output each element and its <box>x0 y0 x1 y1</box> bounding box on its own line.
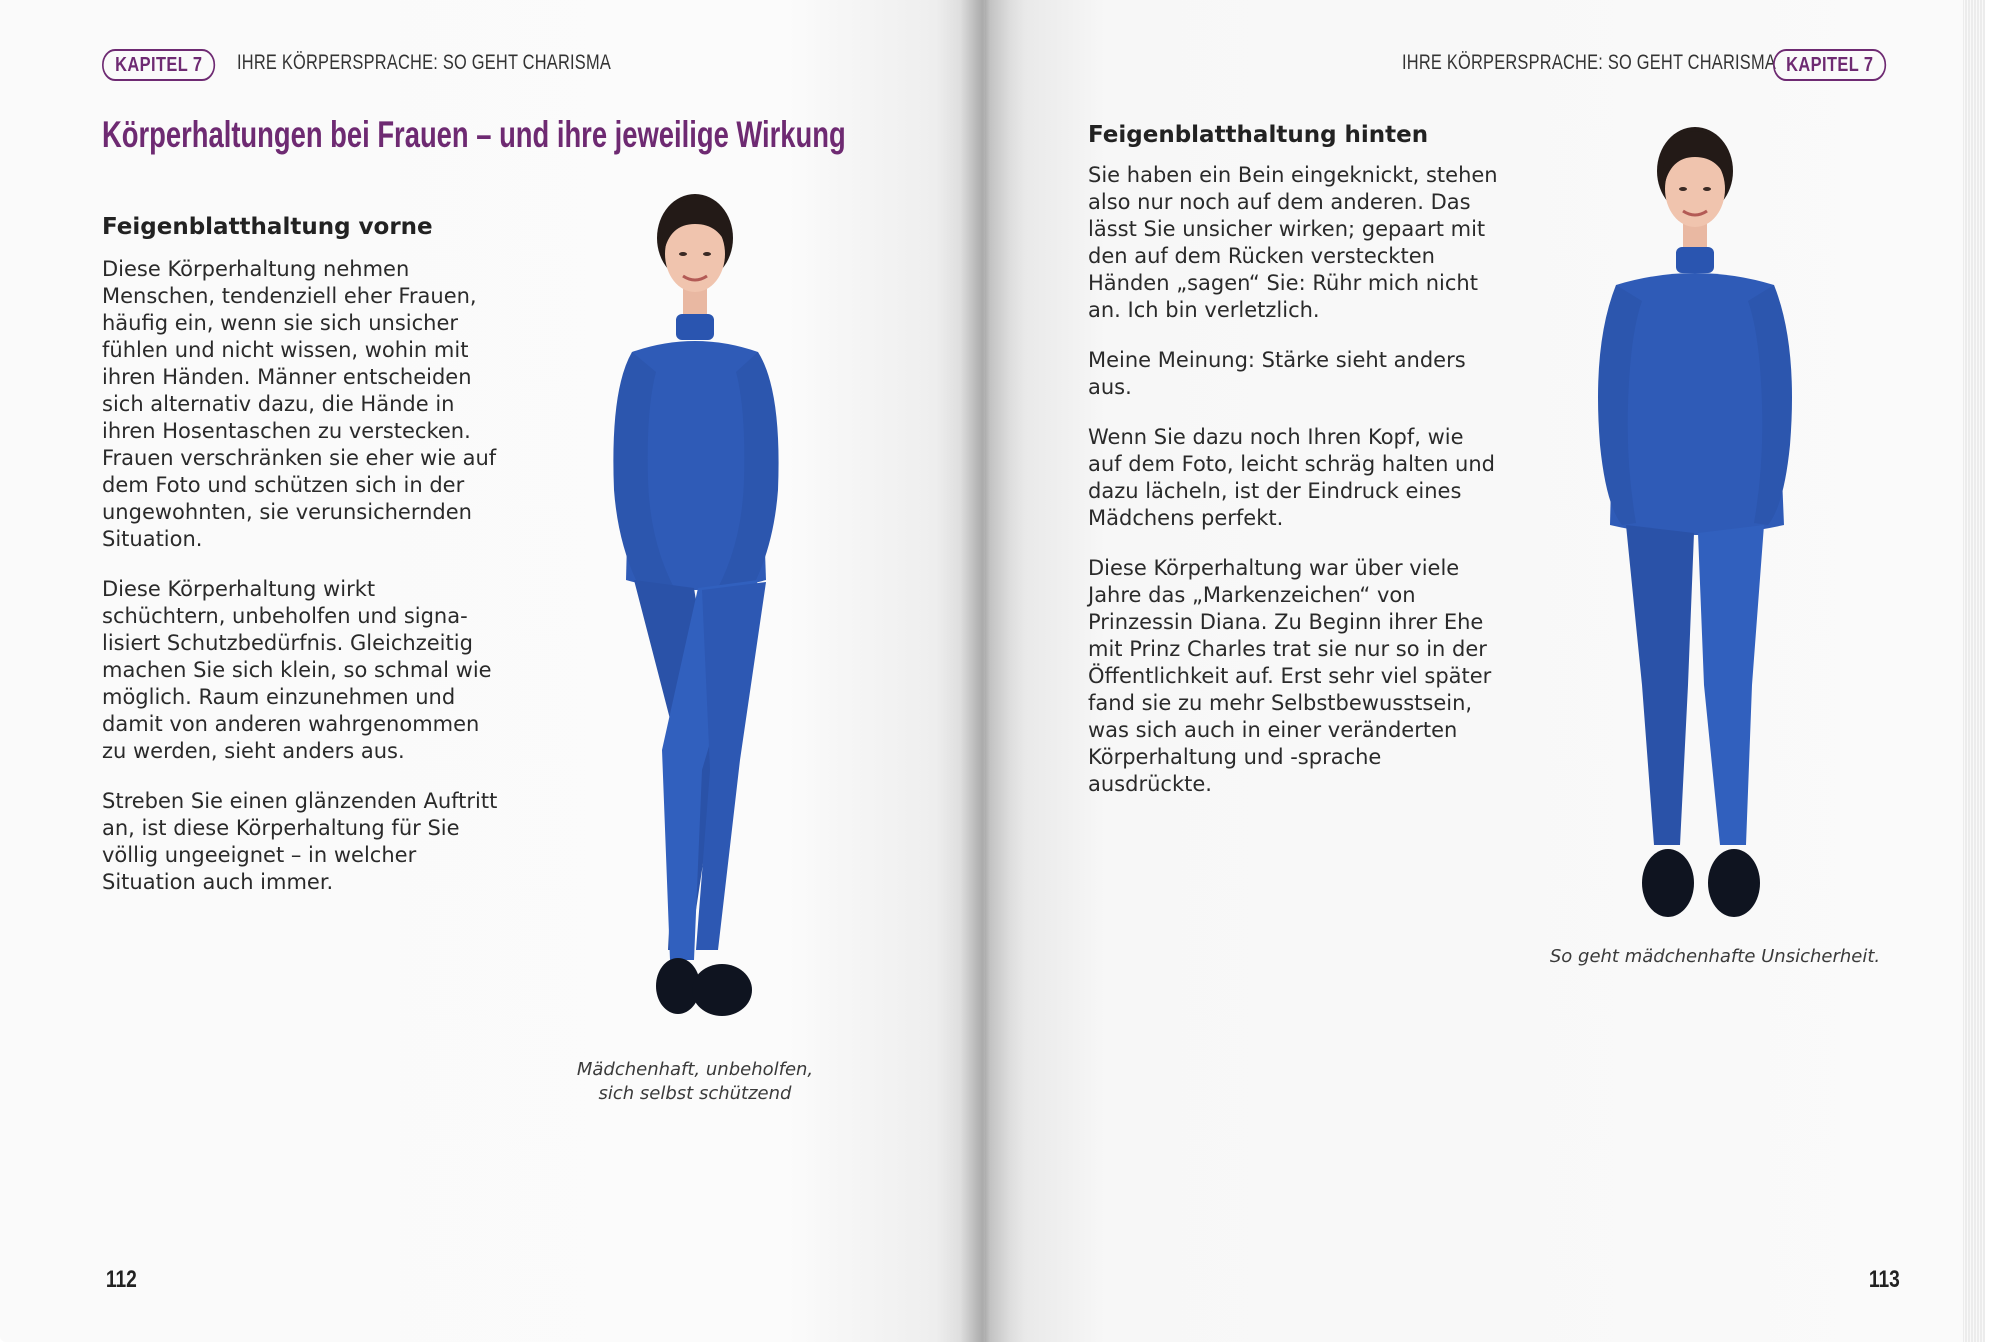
paragraph: Sie haben ein Bein eingeknickt, stehen also nur noch auf dem anderen. Das lässt Sie unsicher wirken; gepaart mit den auf dem Rücken versteckten Händen „sagen“ Sie: Rühr mich nicht an. Ich bin verletzlich. <box>1088 163 1498 322</box>
chapter-label: KAPITEL 7 <box>1773 49 1886 81</box>
left-page <box>0 0 985 1342</box>
running-head: IHRE KÖRPERSPRACHE: SO GEHT CHARISMA <box>1402 51 1777 74</box>
section-heading: Feigenblatthaltung hinten <box>1088 122 1429 148</box>
section-heading: Feigenblatthaltung vorne <box>102 214 433 240</box>
running-head: IHRE KÖRPERSPRACHE: SO GEHT CHARISMA <box>237 51 612 74</box>
photo-woman-hands-behind <box>1570 125 1820 935</box>
photo-caption <box>555 1058 835 1106</box>
page-edge <box>1963 0 1985 1342</box>
page-number: 112 <box>105 1266 137 1293</box>
page-number: 113 <box>1868 1266 1900 1293</box>
paragraph: Diese Körperhaltung nehmen Menschen, tendenziell eher Frauen, häufig ein, wenn sie sich unsicher fühlen und nicht wissen, wohin mit ihren Händen. Männer entscheiden sich alternativ dazu, die Hände in ihren Hosentaschen zu verstecken. Frauen verschränken sie eher wie auf dem Foto und schützen sich in der ungewohnten, sie verunsichernden Situation. <box>102 257 497 551</box>
body-text <box>102 256 502 919</box>
paragraph: Wenn Sie dazu noch Ihren Kopf, wie auf dem Foto, leicht schräg halten und dazu lächeln, ist der Eindruck eines Mädchens perfekt. <box>1088 425 1495 530</box>
caption-line: Mädchenhaft, unbeholfen, <box>576 1059 814 1080</box>
paragraph: Diese Körperhaltung war über viele Jahre das „Markenzeichen“ von Prinzessin Diana. Zu Beginn ihrer Ehe mit Prinz Charles trat sie nur so in der Öffentlichkeit auf. Erst sehr viel später fand sie zu mehr Selbstbewusstsein, was sich auch in einer veränderten Körperhaltung und -sprache ausdrückte. <box>1088 556 1492 796</box>
right-page <box>985 0 1985 1342</box>
body-text <box>1088 162 1498 821</box>
page-heading: Körperhaltungen bei Frauen – und ihre jeweilige Wirkung <box>102 114 846 155</box>
caption-line: sich selbst schützend <box>598 1083 792 1104</box>
photo-woman-hands-front <box>570 190 820 1040</box>
photo-caption: So geht mädchenhafte Unsicherheit. <box>1549 946 1881 967</box>
paragraph: Meine Meinung: Stärke sieht anders aus. <box>1088 348 1466 399</box>
paragraph: Streben Sie einen glänzenden Auftritt an, ist diese Körperhaltung für Sie völlig ungeeignet – in welcher Situation auch immer. <box>102 789 498 894</box>
chapter-label: KAPITEL 7 <box>102 49 215 81</box>
paragraph: Diese Körperhaltung wirkt schüchtern, unbeholfen und signalisiert Schutzbedürfnis. Gleichzeitig machen Sie sich klein, so schmal wie möglich. Raum einzunehmen und damit von anderen wahrgenommen zu werden, sieht anders aus. <box>102 577 492 763</box>
